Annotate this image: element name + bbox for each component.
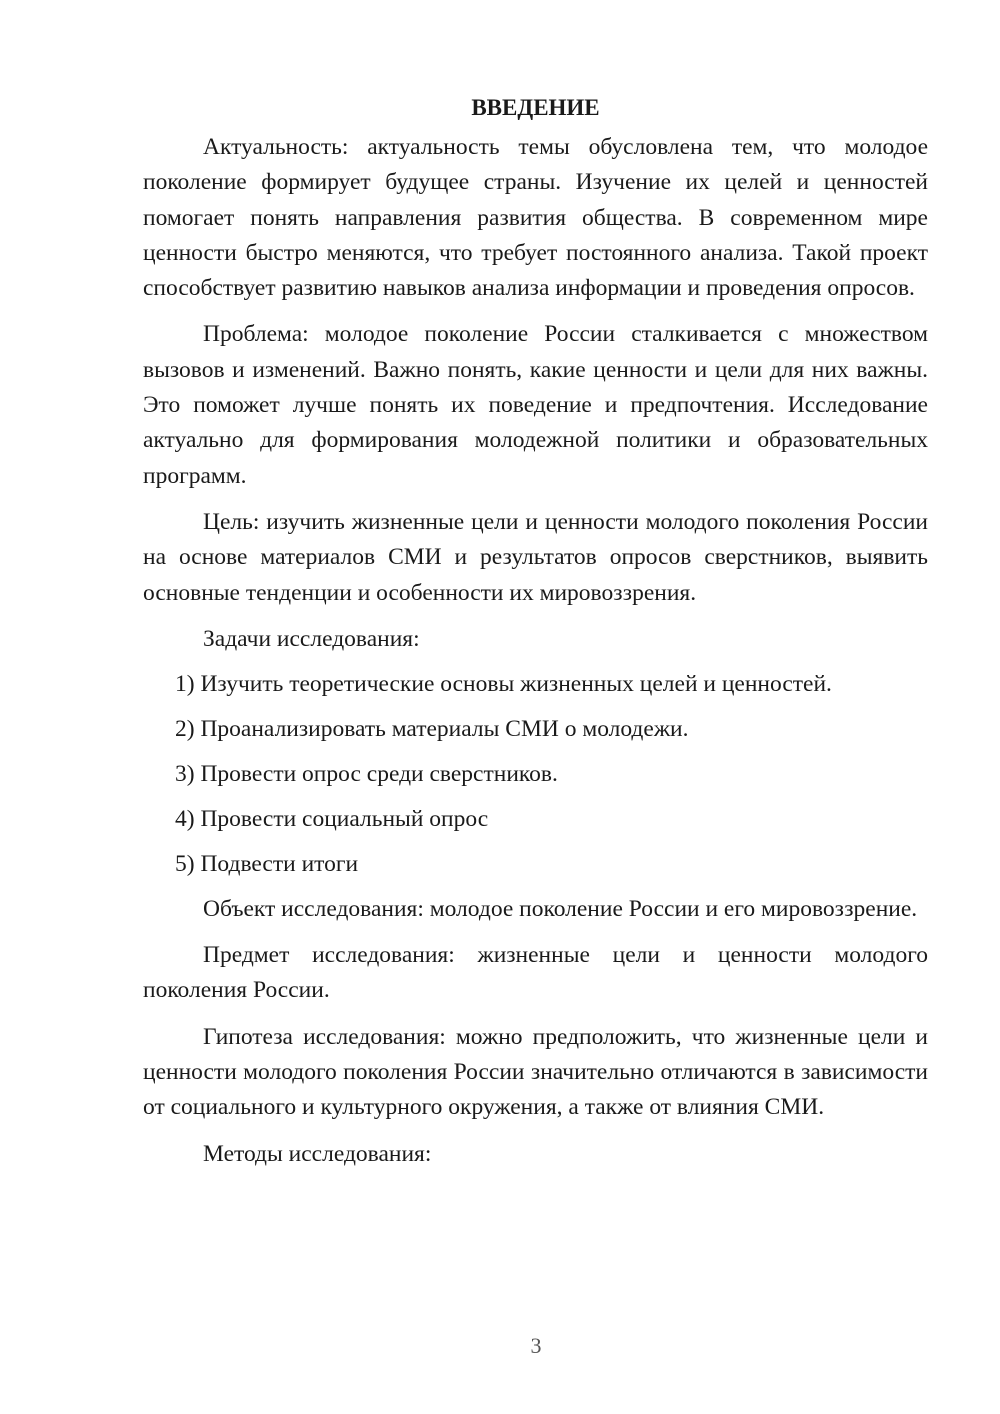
task-item: 2) Проанализировать материалы СМИ о молодежи.	[175, 715, 689, 742]
methods-heading: Методы исследования:	[203, 1140, 432, 1167]
document-title: ВВЕДЕНИЕ	[471, 95, 600, 120]
tasks-heading: Задачи исследования:	[203, 625, 420, 652]
relevance-paragraph: Актуальность: актуальность темы обусловлена тем, что молодое поколение формирует будущее страны. Изучение их целей и ценностей помогает понять направления развития общества. В современном мире ценности быстро меняются, что требует постоянного анализа. Такой проект способствует развитию навыков анализа информации и проведения опросов.	[143, 134, 928, 302]
task-item: 5) Подвести итоги	[175, 850, 359, 877]
task-item: 4) Провести социальный опрос	[175, 805, 489, 832]
task-item: 3) Провести опрос среди сверстников.	[175, 760, 558, 787]
problem-paragraph: Проблема: молодое поколение России сталкивается с множеством вызовов и изменений. Важно понять, какие ценности и цели для них важны. Это поможет лучше понять их поведение и предпочтения. Исследование актуально для формирования молодежной политики и образовательных программ.	[143, 321, 928, 489]
hypothesis-paragraph: Гипотеза исследования: можно предположить, что жизненные цели и ценности молодого поколения России значительно отличаются в зависимости от социального и культурного окружения, а также от влияния СМИ.	[143, 1023, 928, 1121]
task-item: 1) Изучить теоретические основы жизненных целей и ценностей.	[175, 670, 832, 697]
goal-paragraph: Цель: изучить жизненные цели и ценности молодого поколения России на основе материалов СМИ и результатов опросов сверстников, выявить основные тенденции и особенности их мировоззрения.	[143, 508, 928, 606]
object-paragraph: Объект исследования: молодое поколение России и его мировоззрение.	[203, 895, 918, 922]
page-number: 3	[530, 1333, 542, 1358]
document-page	[143, 92, 928, 1182]
subject-paragraph: Предмет исследования: жизненные цели и ценности молодого поколения России.	[143, 942, 928, 1004]
